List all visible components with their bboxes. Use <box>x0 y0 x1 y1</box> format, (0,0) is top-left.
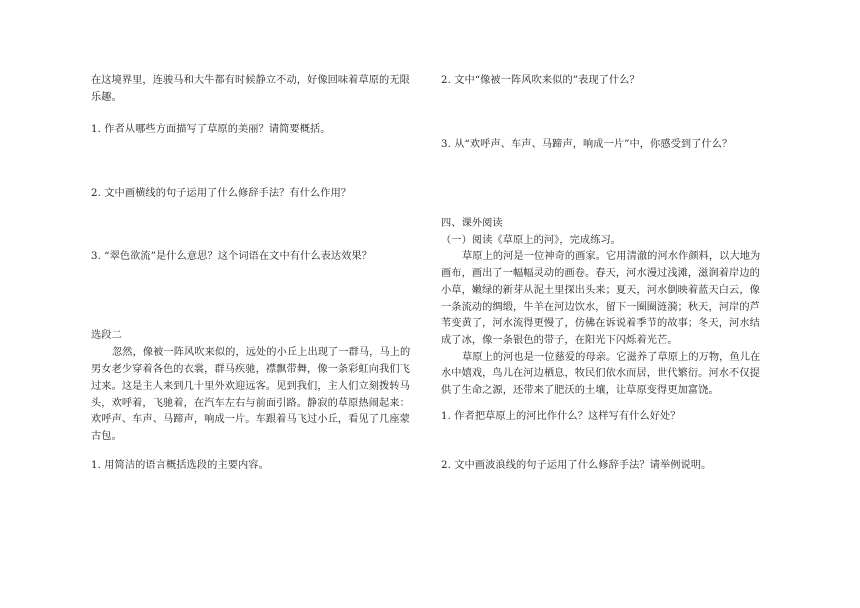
passage-line: 供了生命之源，还带来了肥沃的土壤，让草原变得更加富饶。 <box>441 385 719 396</box>
intro-line: 乐趣。 <box>91 92 122 103</box>
passage-line: 成了冰，像一条银色的带子，在阳光下闪烁着光芒。 <box>441 335 678 346</box>
question-3: 3. “翠色欲流”是什么意思？这个词语在文中有什么表达效果？ <box>91 251 373 262</box>
question-2: 2. 文中画横线的句子运用了什么修辞手法？有什么作用？ <box>91 188 352 199</box>
passage-line: 欢呼声、车声、马蹄声，响成一片。车跟着马飞过小丘，看见了几座蒙 <box>91 414 410 425</box>
question-2-right: 2. 文中“像被一阵风吹来似的”表现了什么？ <box>441 75 640 86</box>
intro-line: 在这境界里，连骏马和大牛都有时候静立不动，好像回味着草原的无限 <box>91 75 410 86</box>
question-summary: 1. 用简洁的语言概括选段的主要内容。 <box>91 460 269 471</box>
passage-line: 头，欢呼着，飞驰着，在汽车左右与前面引路。静寂的草原热闹起来： <box>91 398 410 409</box>
passage-line: 苇变黄了，河水流得更慢了，仿佛在诉说着季节的故事；冬天，河水结 <box>441 318 760 329</box>
passage-line: 男女老少穿着各色的衣裳，群马疾驰，襟飘带舞，像一条彩虹向我们飞 <box>91 364 410 375</box>
passage-line: 水中嬉戏，鸟儿在河边栖息，牧民们依水而居，世代繁衍。河水不仅提 <box>441 368 760 379</box>
question-3-right: 3. 从“欢呼声、车声、马蹄声，响成一片”中，你感受到了什么？ <box>441 139 733 150</box>
passage-line: 画布，画出了一幅幅灵动的画卷。春天，河水漫过浅滩，滋润着岸边的 <box>441 268 760 279</box>
passage-line: 小草，嫩绿的新芽从泥土里探出头来；夏天，河水倒映着蓝天白云，像 <box>441 285 760 296</box>
passage-line: 草原上的河是一位神奇的画家。它用清澈的河水作颜料，以大地为 <box>462 251 761 262</box>
passage-line: 忽然，像被一阵风吹来似的，远处的小丘上出现了一群马，马上的 <box>112 347 411 358</box>
question-2-bottom: 2. 文中画波浪线的句子运用了什么修辞手法？请举例说明。 <box>441 460 712 471</box>
question-1-right: 1. 作者把草原上的河比作什么？这样写有什么好处？ <box>441 411 681 422</box>
section-two-title: 选段二 <box>91 330 122 341</box>
section-four-title: 四、课外阅读 <box>441 218 503 229</box>
passage-line: 一条流动的绸缎，牛羊在河边饮水，留下一圈圈涟漪；秋天，河岸的芦 <box>441 302 760 313</box>
reading-intro: （一）阅读《草原上的河》，完成练习。 <box>441 235 622 246</box>
passage-line: 草原上的河也是一位慈爱的母亲。它滋养了草原上的万物，鱼儿在 <box>462 352 761 363</box>
passage-line: 过来。这是主人来到几十里外欢迎远客。见到我们，主人们立刻拨转马 <box>91 381 410 392</box>
question-1: 1. 作者从哪些方面描写了草原的美丽？请简要概括。 <box>91 124 331 135</box>
passage-line: 古包。 <box>91 431 122 442</box>
